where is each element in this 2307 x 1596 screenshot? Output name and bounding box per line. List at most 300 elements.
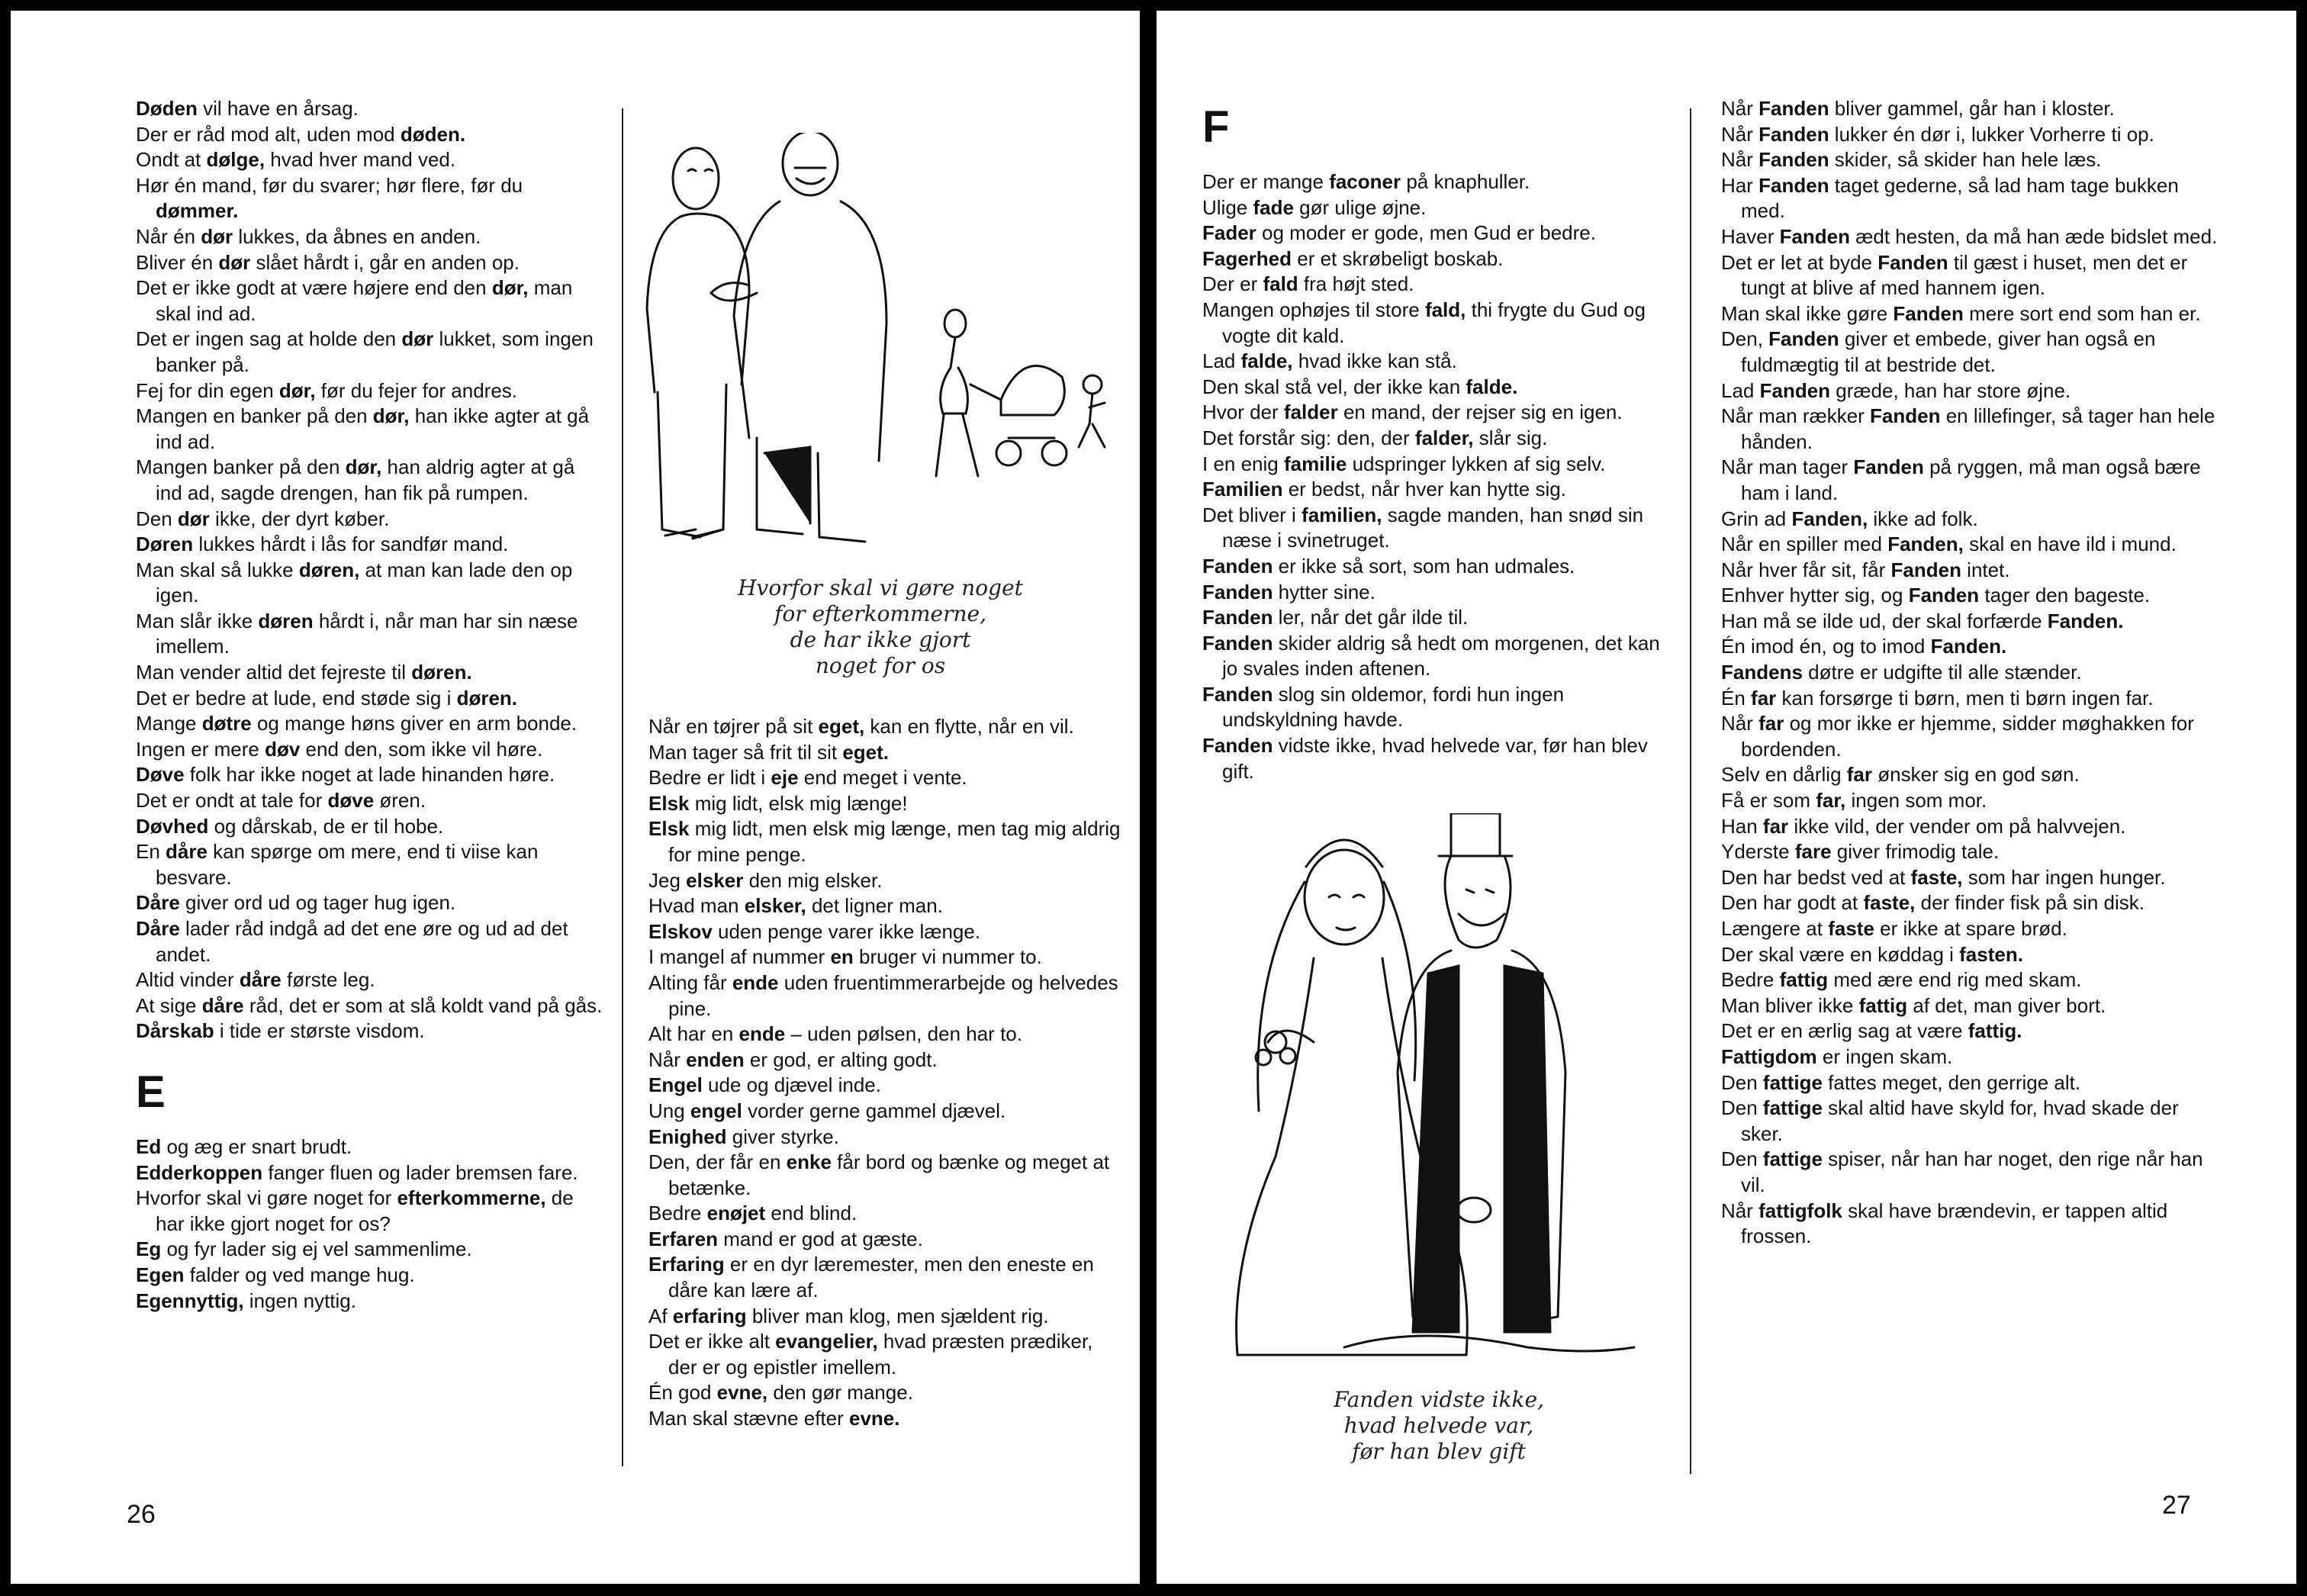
proverb-text: – uden pølsen, den har to. (785, 1022, 1022, 1046)
proverb-text: er ikke at spare brød. (1874, 917, 2067, 940)
proverb-text: Man bliver ikke (1721, 993, 1859, 1017)
proverb-entry (1721, 96, 2222, 122)
keyword: Fanden, (1887, 533, 1964, 556)
keyword: Døden (136, 97, 198, 120)
proverb-entry (1721, 507, 2222, 533)
proverb-entry (1721, 173, 2222, 224)
proverb-entry (648, 1022, 1121, 1047)
caption-line: de har ikke gjort (790, 627, 971, 652)
proverb-text: græde, han har store øjne. (1830, 378, 2071, 402)
proverb-text: Bedre er lidt i (648, 766, 771, 790)
proverb-entry (136, 173, 603, 224)
proverb-entry (136, 378, 603, 404)
proverb-entry (1721, 122, 2222, 148)
proverb-text: råd, det er som at slå koldt vand på gås. (243, 993, 603, 1017)
proverb-entry (1721, 814, 2222, 840)
keyword: Fanden (1758, 122, 1829, 146)
proverb-text: mand er god at gæste. (718, 1227, 923, 1250)
proverb-text: Den har godt at (1721, 891, 1864, 915)
keyword: ende (738, 1022, 786, 1046)
proverb-text: Man skal stævne efter (648, 1407, 849, 1430)
proverb-text: ude og djævel inde. (702, 1073, 881, 1097)
keyword: familie (1283, 452, 1347, 475)
proverb-entry (648, 1099, 1121, 1125)
keyword: dømmer. (156, 199, 239, 223)
proverb-entry (1202, 554, 1675, 580)
proverb-text: Når én (136, 224, 201, 248)
proverb-text: Jeg (648, 868, 687, 892)
proverb-entry (136, 532, 603, 558)
proverb-text: Der er (1202, 272, 1263, 296)
proverb-text: Længere at (1721, 917, 1829, 940)
proverb-entry (1721, 327, 2222, 378)
proverb-entry (1202, 503, 1675, 554)
proverb-text: Når (648, 1047, 687, 1071)
proverb-entry (136, 711, 603, 737)
proverb-text: bliver man klog, men sjældent rig. (746, 1304, 1049, 1327)
proverb-text: Bedre (1721, 968, 1780, 992)
proverb-text: I mangel af nummer (648, 945, 831, 969)
proverb-text: mig lidt, men elsk mig længe, men tag mig aldrig for mine penge. (668, 817, 1121, 866)
proverb-entry (136, 788, 603, 814)
proverb-text: er et skrøbeligt boskab. (1292, 246, 1504, 270)
left-page (11, 11, 1140, 1584)
proverb-text: øren. (374, 789, 426, 812)
proverb-text: Det er ondt at tale for (136, 789, 328, 812)
keyword: Familien (1202, 478, 1283, 501)
proverb-entry (1721, 224, 2222, 250)
keyword: dåre (201, 993, 244, 1017)
proverb-text: Den (1721, 1070, 1763, 1094)
keyword: familien, (1302, 503, 1382, 526)
proverb-text: på ryggen, må man også bære ham i land. (1741, 455, 2201, 504)
keyword: Fanden (1853, 455, 1924, 479)
proverb-entry (1202, 477, 1675, 503)
proverb-entry (1202, 272, 1675, 298)
proverb-text: uden penge varer ikke længe. (712, 919, 981, 943)
proverb-text: vidste ikke, hvad helvede var, før han blev gift. (1222, 734, 1648, 783)
proverb-entry (1721, 147, 2222, 173)
proverb-text: Hvad man (648, 894, 745, 918)
proverb-text: Når (1721, 712, 1759, 735)
proverb-text: Mangen banker på den (136, 455, 346, 479)
proverb-entry (136, 122, 603, 148)
proverb-entry (1721, 634, 2222, 660)
caption-line: for efterkommerne, (774, 601, 987, 626)
proverb-entry (136, 455, 603, 506)
proverb-entry (1721, 916, 2222, 942)
proverb-text: Grin ad (1721, 507, 1792, 530)
proverb-text: folk har ikke noget at lade hinanden høre. (184, 763, 555, 787)
proverb-text: skal en have ild i mund. (1963, 533, 2177, 556)
proverb-text: slår sig. (1473, 426, 1548, 449)
keyword: dør (177, 507, 210, 530)
proverb-entry (1721, 993, 2222, 1019)
keyword: erfaring (672, 1304, 747, 1327)
proverb-text: første leg. (281, 968, 375, 992)
proverb-text: Ulige (1202, 195, 1253, 219)
keyword: fattigfolk (1758, 1199, 1842, 1222)
proverb-entry (136, 250, 603, 276)
keyword: Erfaring (648, 1253, 725, 1276)
proverb-entry (1721, 686, 2222, 712)
keyword: Fanden (1202, 631, 1273, 655)
proverb-text: lader råd indgå ad det ene øre og ud ad det andet. (156, 917, 568, 966)
proverb-entry (136, 224, 603, 250)
proverb-text: Når (1721, 148, 1759, 172)
proverb-text: Enhver hytter sig, og (1721, 584, 1909, 607)
keyword: Fader (1202, 221, 1256, 245)
proverb-text: hytter sine. (1273, 580, 1376, 603)
proverb-entry (136, 507, 603, 533)
proverb-entry (1721, 455, 2222, 506)
proverb-text: giver et embede, giver han også en fuldmægtig til at bestride det. (1741, 327, 2156, 376)
keyword: dåre (166, 840, 208, 864)
proverb-text: end blind. (765, 1202, 857, 1225)
proverb-text: Det er en ærlig sag at være (1721, 1019, 1968, 1043)
proverb-text: han aldrig agter at gå ind ad, sagde drengen, han fik på rumpen. (156, 455, 575, 504)
keyword: far (1762, 814, 1789, 838)
proverb-text: kan forsørge ti børn, men ti børn ingen far. (1776, 686, 2154, 710)
proverb-text: Fej for din egen (136, 378, 279, 402)
section-letter-heading: F (1202, 102, 1230, 152)
keyword: Fanden (1759, 378, 1831, 402)
keyword: fade (1253, 195, 1294, 219)
proverb-entry (136, 1186, 603, 1237)
proverb-entry (136, 1134, 603, 1160)
proverb-entry (648, 1125, 1121, 1150)
proverb-text: ønsker sig en god søn. (1872, 763, 2080, 787)
proverb-text: Alt har en (648, 1022, 739, 1046)
proverb-text: kan spørge om mere, end ti viise kan besvare. (156, 840, 539, 889)
proverb-text: bliver gammel, går han i kloster. (1829, 97, 2115, 120)
keyword: Fanden (1890, 558, 1961, 581)
keyword: dåre (239, 968, 282, 992)
keyword: døve (327, 789, 375, 812)
keyword: dør (218, 250, 251, 274)
keyword: fare (1794, 840, 1832, 864)
proverb-text: man skal ind ad. (156, 276, 573, 325)
keyword: dør (201, 224, 233, 248)
proverb-text: den mig elsker. (743, 868, 883, 892)
proverb-entry (1721, 1044, 2222, 1070)
proverb-entry (136, 686, 603, 712)
proverb-text: Når (1721, 97, 1759, 120)
proverb-text: Han (1721, 814, 1763, 838)
proverb-entry (136, 558, 603, 609)
proverb-text: Ingen er mere (136, 737, 265, 761)
proverb-text: Det er let at byde (1721, 250, 1878, 274)
keyword: Fanden (1202, 606, 1273, 629)
proverb-text: lukker én dør i, lukker Vorherre ti op. (1829, 122, 2154, 146)
keyword: Fanden. (1930, 635, 2007, 658)
proverb-text: Ondt at (136, 148, 207, 172)
keyword: døtre (201, 712, 252, 735)
proverb-entry (648, 1380, 1121, 1406)
keyword: Fanden (1870, 404, 1941, 428)
keyword: fattig (1858, 993, 1908, 1017)
proverb-text: Det er ikke godt at være højere end den (136, 276, 492, 300)
proverb-entry (648, 1227, 1121, 1253)
proverb-entry (648, 765, 1121, 791)
proverb-text: Én imod én, og to imod (1721, 635, 1931, 658)
keyword: Ed (136, 1134, 162, 1158)
proverb-text: fra højt sted. (1298, 272, 1414, 296)
proverb-text: uden fruentimmerarbejde og helvedes pine. (668, 970, 1118, 1020)
keyword: enden (686, 1047, 745, 1071)
proverb-entry (1721, 583, 2222, 609)
proverb-text: af det, man giver bort. (1907, 993, 2106, 1017)
proverb-text: er ingen skam. (1816, 1044, 1953, 1068)
proverb-text: Man tager så frit til sit (648, 740, 843, 764)
proverb-text: Når man tager (1721, 455, 1854, 479)
proverb-text: ikke, der dyrt køber. (209, 507, 390, 530)
proverb-text: skider, så skider han hele læs. (1829, 148, 2102, 172)
keyword: Engel (648, 1073, 703, 1097)
keyword: Fanden, (1791, 507, 1868, 530)
proverb-entry (1721, 762, 2222, 788)
proverb-text: Den har bedst ved at (1721, 865, 1911, 889)
proverb-text: Lad (1202, 349, 1241, 373)
keyword: enke (786, 1150, 832, 1174)
keyword: falde. (1466, 375, 1518, 398)
keyword: falder (1283, 401, 1338, 424)
proverb-entry (648, 919, 1121, 945)
proverb-text: intet. (1961, 558, 2010, 581)
proverb-text: Bedre (648, 1202, 707, 1225)
proverb-entry (648, 1047, 1121, 1073)
proverb-text: mig lidt, elsk mig længe! (689, 791, 908, 815)
right-column-2 (1721, 96, 2222, 1250)
keyword: Elsk (648, 817, 690, 841)
proverb-text: en lillefinger, så tager han hele hånden. (1741, 404, 2215, 453)
proverb-entry (648, 970, 1121, 1022)
keyword: evangelier, (775, 1330, 878, 1353)
keyword: far (1846, 763, 1873, 787)
proverb-entry (136, 275, 603, 327)
keyword: fattige (1762, 1147, 1823, 1171)
proverb-text: skider aldrig så hedt om morgenen, det kan jo svales inden aftenen. (1222, 631, 1660, 681)
proverb-entry (136, 916, 603, 967)
proverb-text: tager den bageste. (1979, 584, 2151, 607)
keyword: Fanden (1768, 327, 1839, 351)
illustration-caption (1271, 1387, 1607, 1465)
proverb-text: er god, er alting godt. (744, 1047, 938, 1071)
proverb-text: Når (1721, 122, 1759, 146)
proverb-entry (648, 944, 1121, 970)
proverb-entry (1202, 349, 1675, 375)
proverb-text: og mange høns giver en arm bonde. (251, 712, 578, 735)
keyword: dør (401, 327, 434, 351)
proverb-entry (136, 609, 603, 660)
proverb-text: Af (648, 1304, 673, 1327)
left-column-1 (136, 96, 603, 1314)
keyword: Dåre (136, 891, 180, 915)
proverb-text: og moder er gode, men Gud er bedre. (1256, 221, 1596, 245)
proverb-entry (136, 993, 603, 1019)
proverb-text: slog sin oldemor, fordi hun ingen undskyldning havde. (1222, 682, 1565, 732)
keyword: Elsk (648, 791, 690, 815)
proverb-text: ædt hesten, da må han æde bidslet med. (1850, 224, 2218, 248)
proverb-entry (1202, 733, 1675, 784)
proverb-entry (648, 1201, 1121, 1227)
proverb-text: der finder fisk på sin disk. (1915, 891, 2145, 915)
proverb-entry (1721, 558, 2222, 584)
proverb-text: Altid vinder (136, 968, 240, 992)
proverb-text: hvad hver mand ved. (265, 148, 456, 172)
proverb-text: Mangen en banker på den (136, 404, 373, 428)
proverb-text: Man slår ikke (136, 609, 259, 632)
proverb-entry (1202, 246, 1675, 272)
proverb-entry (136, 737, 603, 763)
proverb-entry (648, 1304, 1121, 1330)
proverb-text: er bedst, når hver kan hytte sig. (1282, 478, 1566, 501)
proverb-entry (1721, 1096, 2222, 1147)
proverb-text: En (136, 840, 166, 864)
keyword: eget. (842, 740, 889, 764)
proverb-entry (136, 96, 603, 122)
keyword: døren, (298, 558, 360, 581)
proverb-text: hårdt i, når man har sin næse imellem. (156, 609, 578, 658)
keyword: Døren (136, 533, 194, 556)
proverb-entry (1721, 1199, 2222, 1250)
caption-line: Hvorfor skal vi gøre noget (738, 575, 1023, 600)
proverb-entry (1721, 378, 2222, 404)
proverb-entry (1721, 1018, 2222, 1044)
proverb-entry (1721, 250, 2222, 301)
keyword: fald, (1424, 298, 1466, 321)
proverb-text: Mangen ophøjes til store (1202, 298, 1425, 321)
proverb-text: Der er råd mod alt, uden mod (136, 122, 401, 146)
proverb-text: Én (1721, 686, 1752, 710)
proverb-text: Har (1721, 173, 1759, 197)
proverb-entry (1202, 220, 1675, 246)
proverb-entry (136, 404, 603, 455)
proverb-text: Yderste (1721, 840, 1795, 864)
proverb-entry (136, 147, 603, 173)
proverb-text: vorder gerne gammel djævel. (742, 1099, 1006, 1122)
proverb-text: skal have brændevin, er tappen altid frossen. (1741, 1199, 2168, 1248)
proverb-text: Når man rækker (1721, 404, 1871, 428)
proverb-entry (648, 1329, 1121, 1380)
keyword: Enighed (648, 1125, 727, 1148)
proverb-text: den gør mange. (767, 1381, 913, 1405)
proverb-text: Få er som (1721, 789, 1816, 812)
keyword: Fanden (1202, 734, 1273, 758)
keyword: dør, (372, 404, 410, 428)
proverb-text: og fyr lader sig ej vel sammenlime. (161, 1237, 472, 1261)
proverb-text: bruger vi nummer to. (853, 945, 1042, 969)
proverb-text: det ligner man. (806, 894, 943, 918)
proverb-entry (1721, 532, 2222, 558)
proverb-text: Det er ingen sag at holde den (136, 327, 402, 351)
proverb-entry (136, 890, 603, 916)
keyword: fattige (1762, 1070, 1823, 1094)
proverb-text: Den (136, 507, 178, 530)
proverb-text: spiser, når han har noget, den rige når han vil. (1741, 1147, 2203, 1196)
proverb-text: Man skal ikke gøre (1721, 301, 1894, 325)
keyword: Edderkoppen (136, 1160, 263, 1184)
proverb-text: slået hårdt i, går en anden op. (250, 250, 520, 274)
proverb-text: gør ulige øjne. (1293, 195, 1427, 219)
proverb-text: Den (1721, 1096, 1763, 1120)
proverb-entry (136, 327, 603, 378)
proverb-text: Hør én mand, før du svarer; hør flere, før du (136, 173, 523, 197)
keyword: faste, (1910, 865, 1963, 889)
keyword: dør, (491, 276, 529, 300)
proverb-text: ikke ad folk. (1868, 507, 1978, 530)
keyword: evne. (849, 1407, 900, 1430)
right-page (1157, 11, 2296, 1584)
keyword: Fanden (1779, 224, 1851, 248)
proverb-text: I en enig (1202, 452, 1284, 475)
proverb-text: Den skal stå vel, der ikke kan (1202, 375, 1466, 398)
proverb-text: Haver (1721, 224, 1780, 248)
proverb-text: Når hver får sit, får (1721, 558, 1891, 581)
proverb-text: Den (1721, 1147, 1763, 1171)
proverb-text: Når (1721, 1199, 1759, 1222)
proverb-text: er en dyr læremester, men den eneste en dåre kan lære af. (668, 1253, 1094, 1302)
proverb-entry (136, 814, 603, 840)
proverb-text: lukkes, da åbnes en anden. (233, 224, 481, 248)
keyword: fald (1263, 272, 1298, 296)
proverb-entry (1721, 942, 2222, 968)
proverb-entry (648, 816, 1121, 867)
proverb-text: Selv en dårlig (1721, 763, 1847, 787)
keyword: døren (258, 609, 314, 632)
right-column-1 (1202, 101, 1675, 784)
keyword: fattig (1779, 968, 1829, 992)
proverb-entry (136, 1160, 603, 1186)
caption-line: før han blev gift (1352, 1439, 1526, 1464)
proverb-text: ikke vild, der vender om på halvvejen. (1788, 814, 2126, 838)
column-divider (1690, 108, 1691, 1474)
keyword: enøjet (706, 1202, 766, 1225)
proverb-entry (1721, 711, 2222, 762)
proverb-entry (136, 1237, 603, 1263)
proverb-entry (1721, 301, 2222, 327)
keyword: Døvhed (136, 814, 209, 838)
proverb-entry (648, 1406, 1121, 1432)
proverb-entry (1202, 298, 1675, 349)
proverb-text: udspringer lykken af sig selv. (1347, 452, 1606, 475)
proverb-text: hvad ikke kan stå. (1292, 349, 1457, 373)
proverb-entry (1721, 609, 2222, 635)
keyword: Elskov (648, 919, 713, 943)
keyword: Fattigdom (1721, 1044, 1817, 1068)
section-letter-heading: E (136, 1067, 166, 1117)
page-number: 26 (127, 1500, 156, 1529)
keyword: Fanden (1202, 580, 1273, 603)
proverb-text: Man skal så lukke (136, 558, 299, 581)
proverb-text: som har ingen hunger. (1962, 865, 2166, 889)
keyword: Fanden. (2047, 609, 2124, 632)
proverb-entry (1202, 169, 1675, 195)
proverb-text: vil have en årsag. (197, 97, 359, 120)
proverb-text: Det forstår sig: den, der (1202, 426, 1415, 449)
proverb-text: lukket, som ingen banker på. (156, 327, 594, 376)
keyword: Fandens (1721, 661, 1803, 684)
keyword: fasten. (1959, 942, 2023, 966)
proverb-text: fanger fluen og lader bremsen fare. (262, 1160, 578, 1184)
proverb-text: ler, når det går ilde til. (1273, 606, 1469, 629)
proverb-text: Bliver én (136, 250, 219, 274)
column-divider (622, 108, 623, 1466)
proverb-entry (648, 714, 1121, 740)
proverb-entry (1721, 788, 2222, 814)
keyword: faconer (1329, 170, 1401, 193)
keyword: Fanden (1893, 301, 1964, 325)
